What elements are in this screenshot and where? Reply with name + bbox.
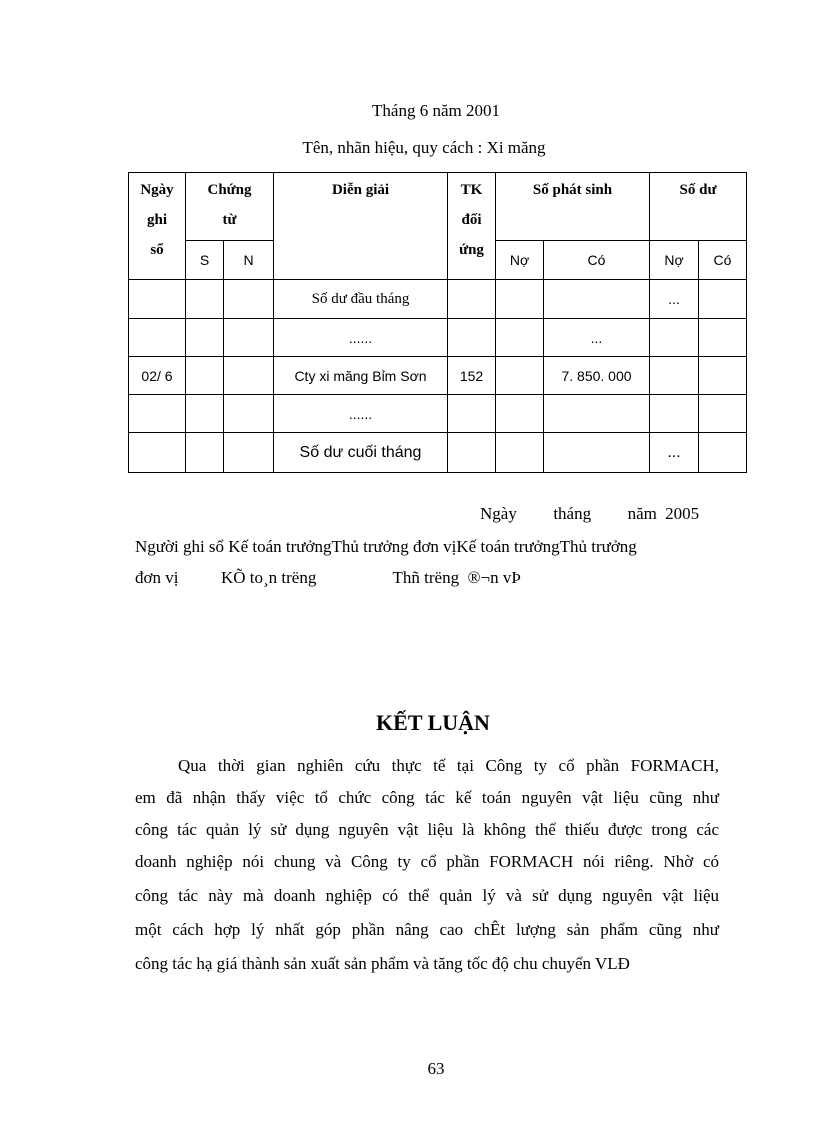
cell-n [224, 319, 274, 357]
table-row [129, 319, 747, 357]
cell-s [186, 395, 224, 433]
cell-account: 152 [448, 357, 496, 395]
table-row [129, 280, 747, 319]
cell-date [129, 319, 186, 357]
material-heading: Tên, nhãn hiệu, quy cách : Xi măng [302, 138, 546, 157]
date-year-label: năm 2005 [627, 504, 700, 523]
cell-credit [544, 280, 650, 319]
paragraph-line: công tác này mà doanh nghiệp có thể quản lý và sử dụng nguyên vật liệu [135, 886, 719, 905]
cell-description: ...... [274, 319, 448, 357]
cell-n [224, 357, 274, 395]
cell-balance-credit [699, 395, 747, 433]
header-date: Ngày ghi sổ [129, 173, 186, 280]
cell-account [448, 395, 496, 433]
cell-balance-credit [699, 433, 747, 473]
cell-credit [544, 395, 650, 433]
cell-description: Cty xi măng Bỉm Sơn [274, 357, 448, 395]
cell-description: Số dư cuối tháng [274, 433, 448, 473]
cell-credit: ... [544, 319, 650, 357]
cell-account [448, 280, 496, 319]
cell-balance-debit: ... [650, 280, 699, 319]
cell-account [448, 319, 496, 357]
cell-description: ...... [274, 395, 448, 433]
header-voucher: Chứng từ [186, 173, 274, 241]
paragraph-line: doanh nghiệp nói chung và Công ty cổ phần FORMACH nói riêng. Nhờ có [135, 852, 719, 871]
period-heading: Tháng 6 năm 2001 [372, 101, 500, 120]
cell-balance-debit [650, 319, 699, 357]
cell-s [186, 433, 224, 473]
cell-credit [544, 433, 650, 473]
header-voucher-s: S [186, 241, 224, 280]
cell-date [129, 280, 186, 319]
cell-account [448, 433, 496, 473]
cell-debit [496, 357, 544, 395]
cell-n [224, 433, 274, 473]
paragraph-line: công tác quản lý sử dụng nguyên vật liệu là không thể thiếu được trong các [135, 820, 719, 839]
cell-s [186, 357, 224, 395]
cell-balance-credit [699, 280, 747, 319]
cell-balance-credit [699, 319, 747, 357]
table-row [129, 357, 747, 395]
conclusion-title: KẾT LUẬN [376, 710, 490, 735]
header-credit: Có [544, 241, 650, 280]
cell-debit [496, 433, 544, 473]
cell-date [129, 395, 186, 433]
cell-debit [496, 280, 544, 319]
cell-balance-credit [699, 357, 747, 395]
cell-s [186, 280, 224, 319]
header-movement: Số phát sinh [496, 173, 650, 241]
header-balance: Số dư [650, 173, 747, 241]
cell-n [224, 280, 274, 319]
cell-s [186, 319, 224, 357]
cell-debit [496, 319, 544, 357]
header-debit: Nợ [496, 241, 544, 280]
header-description: Diễn giải [274, 173, 448, 280]
table-row [129, 433, 747, 473]
cell-balance-debit [650, 395, 699, 433]
ledger-table [128, 172, 747, 473]
cell-date: 02/ 6 [129, 357, 186, 395]
cell-description: Số dư đầu tháng [274, 280, 448, 319]
signature-date-line [480, 504, 699, 524]
header-voucher-n: N [224, 241, 274, 280]
signature-titles-line1: Người ghi sổ Kế toán trưởngThủ trưởng đơn vịKế toán trưởngThủ trưởng [135, 537, 637, 556]
header-balance-credit: Có [699, 241, 747, 280]
cell-n [224, 395, 274, 433]
signature-titles-line2: đơn vị KÕ to¸n trëng Thñ trëng ®¬n vÞ [135, 568, 521, 587]
paragraph-line: Qua thời gian nghiên cứu thực tế tại Công ty cổ phần FORMACH, [178, 756, 719, 775]
cell-date [129, 433, 186, 473]
cell-credit: 7. 850. 000 [544, 357, 650, 395]
cell-balance-debit [650, 357, 699, 395]
header-account: TK đối ứng [448, 173, 496, 280]
cell-balance-debit: ... [650, 433, 699, 473]
header-balance-debit: Nợ [650, 241, 699, 280]
cell-debit [496, 395, 544, 433]
paragraph-line: em đã nhận thấy việc tổ chức công tác kế toán nguyên vật liệu cũng như [135, 788, 719, 807]
page-number: 63 [427, 1059, 445, 1078]
paragraph-line: một cách hợp lý nhất góp phần nâng cao chÊt lượng sản phẩm cũng như [135, 920, 719, 939]
table-row [129, 395, 747, 433]
paragraph-line: công tác hạ giá thành sản xuất sản phẩm và tăng tốc độ chu chuyển VLĐ [135, 954, 630, 973]
date-day-label: Ngày [480, 504, 517, 523]
date-month-label: tháng [553, 504, 592, 523]
